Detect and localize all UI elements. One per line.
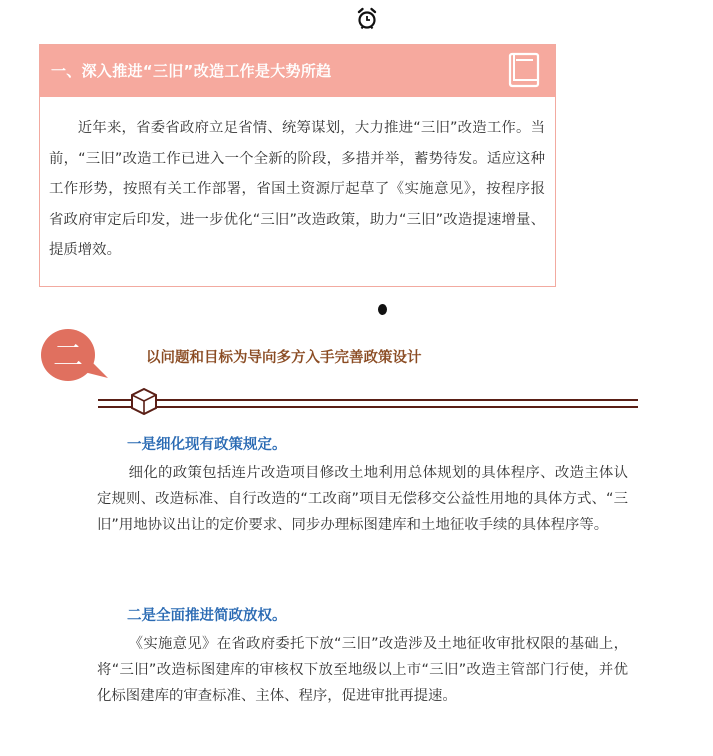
item2-heading: 二是全面推进简政放权。 [127,608,287,624]
bullet-dot [378,304,387,315]
section2-title: 以问题和目标为导向多方入手完善政策设计 [146,350,422,366]
section2-badge [40,328,110,384]
section1-body: 近年来，省委省政府立足省情、统筹谋划，大力推进“三旧”改造工作。当前，“三旧”改造工作已进入一个全新的阶段，多措并举，蓄势待发。适应这种工作形势，按照有关工作部署，省国土资源厅起草了《实施意见》，按程序报省政府审定后印发，进一步优化“三旧”改造政策，助力“三旧”改造提速增量、提质增效。 [49,120,545,258]
section1-card [39,44,556,287]
item1-body: 细化的政策包括连片改造项目修改土地利用总体规划的具体程序、改造主体认定规则、改造标准、自行改造的“工改商”项目无偿移交公益性用地的具体方式、“三旧”用地协议出让的定价要求、同步办理标图建库和土地征收手续的具体程序等。 [97,465,628,533]
item2-body: 《实施意见》在省政府委托下放“三旧”改造涉及土地征收审批权限的基础上，将“三旧”改造标图建库的审核权下放至地级以上市“三旧”改造主管部门行使，并优化标图建库的审查标准、主体、程序，促进审批再提速。 [97,636,628,704]
item1-heading: 一是细化现有政策规定。 [127,437,287,453]
alarm-clock-icon [356,7,378,31]
section1-title: 一、深入推进“三旧”改造工作是大势所趋 [51,62,332,80]
book-icon [503,50,545,92]
section-divider [98,385,638,417]
section1-header [40,45,555,97]
section2-badge-label: 二 [53,339,83,374]
